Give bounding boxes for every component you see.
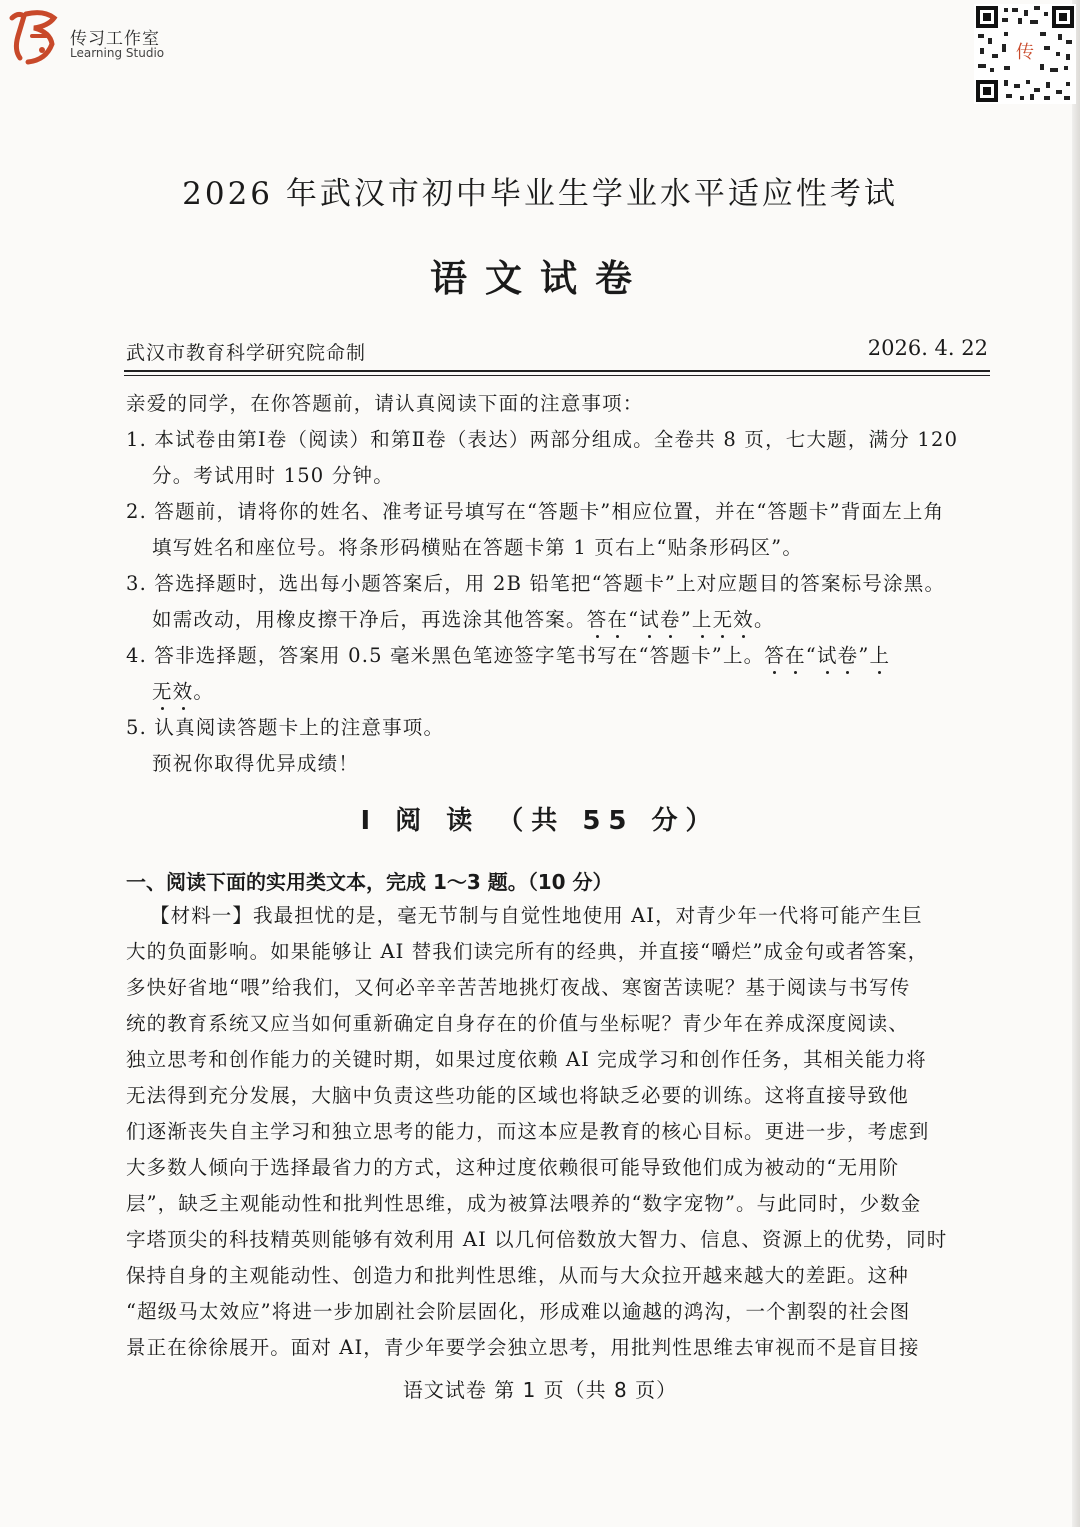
exam-title: 2026 年武汉市初中毕业生学业水平适应性考试 <box>182 176 898 212</box>
passage-line: 独立思考和创作能力的关键时期，如果过度依赖 AI 完成学习和创作任务，其相关能力将 <box>126 1048 927 1071</box>
exam-date: 2026. 4. 22 <box>867 336 988 360</box>
passage-line: “超级马太效应”将进一步加剧社会阶层固化，形成难以逾越的鸿沟，一个割裂的社会图 <box>126 1300 911 1323</box>
qr-center-logo: 传 <box>1016 42 1034 63</box>
notice-item-1: 1. 本试卷由第Ⅰ卷（阅读）和第Ⅱ卷（表达）两部分组成。全卷共 8 页，七大题，满分 120 <box>126 428 959 451</box>
notice-item-4-end: 。 <box>193 680 215 703</box>
section-heading-reading: Ⅰ 阅 读 （共 55 分） <box>360 806 720 836</box>
notice-closing: 预祝你取得优异成绩！ <box>152 752 360 775</box>
passage-line: 字塔顶尖的科技精英则能够有效利用 AI 以几何倍数放大智力、信息、资源上的优势，同时 <box>126 1228 948 1251</box>
notice-item-3-end: 。 <box>753 608 775 631</box>
passage-line: 们逐渐丧失自主学习和独立思考的能力，而这本应是教育的核心目标。更进一步，考虑到 <box>126 1120 930 1143</box>
passage-line: 大的负面影响。如果能够让 AI 替我们读完所有的经典，并直接“嚼烂”成金句或者答案， <box>126 940 929 963</box>
notice-intro: 亲爱的同学，在你答题前，请认真阅读下面的注意事项： <box>126 392 644 415</box>
qr-code-icon[interactable] <box>974 4 1076 104</box>
passage-line: 大多数人倾向于选择最省力的方式，这种过度依赖很可能导致他们成为被动的“无用阶 <box>126 1156 900 1179</box>
notice-item-4-text: 4. 答非选择题，答案用 0.5 毫米黑色笔迹签字笔书写在“答题卡”上。 <box>126 644 765 667</box>
page-footer: 语文试卷 第 1 页（共 8 页） <box>402 1378 678 1402</box>
notice-item-3-text: 如需改动，用橡皮擦干净后，再选涂其他答案。 <box>152 608 587 631</box>
passage-line: 景正在徐徐展开。面对 AI，青少年要学会独立思考，用批判性思维去审视而不是盲目接 <box>126 1336 920 1359</box>
studio-logo-icon <box>4 6 62 66</box>
notice-item-1-cont: 分。考试用时 150 分钟。 <box>152 464 394 487</box>
studio-name-en: Learning Studio <box>70 46 165 60</box>
studio-name-cn: 传习工作室 <box>70 29 160 49</box>
divider-thin <box>124 375 990 376</box>
issuer: 武汉市教育科学研究院命制 <box>126 342 367 364</box>
notice-item-5: 5. 认真阅读答题卡上的注意事项。 <box>126 716 445 739</box>
notice-item-3-emphasis: 答在“试卷”上无效 <box>586 608 754 631</box>
passage-line: 层”，缺乏主观能动性和批判性思维，成为被算法喂养的“数字宠物”。与此同时，少数金 <box>126 1192 922 1215</box>
notice-item-4 <box>126 640 992 668</box>
notice-item-4-emphasis: 答在“试卷”上 <box>764 644 891 667</box>
notice-item-2: 2. 答题前，请将你的姓名、准考证号填写在“答题卡”相应位置，并在“答题卡”背面左上角 <box>126 500 945 523</box>
question-1-heading: 一、阅读下面的实用类文本，完成 1～3 题。（10 分） <box>126 870 613 894</box>
studio-logo <box>4 6 174 66</box>
notice-item-4-emphasis-cont: 无效 <box>152 680 194 703</box>
passage-line: 统的教育系统又应当如何重新确定自身存在的价值与坐标呢？青少年在养成深度阅读、 <box>126 1012 909 1035</box>
page-edge-shadow <box>1072 0 1080 1527</box>
passage-line: 【材料一】我最担忧的是，毫无节制与自觉性地使用 AI，对青少年一代将可能产生巨 <box>150 904 923 927</box>
divider-thick <box>124 370 990 372</box>
notice-item-3: 3. 答选择题时，选出每小题答案后，用 2B 铅笔把“答题卡”上对应题目的答案标号涂黑。 <box>126 572 946 595</box>
notice-item-4-cont <box>152 676 1018 704</box>
notice-item-3-cont <box>152 604 1018 632</box>
passage-line: 多快好省地“喂”给我们，又何必辛辛苦苦地挑灯夜战、寒窗苦读呢？基于阅读与书写传 <box>126 976 911 999</box>
paper-subject-title: 语文试卷 <box>430 257 650 300</box>
passage-line: 保持自身的主观能动性、创造力和批判性思维，从而与大众拉开越来越大的差距。这种 <box>126 1264 909 1287</box>
passage-line: 无法得到充分发展，大脑中负责这些功能的区域也将缺乏必要的训练。这将直接导致他 <box>126 1084 909 1107</box>
notice-item-2-cont: 填写姓名和座位号。将条形码横贴在答题卡第 1 页右上“贴条形码区”。 <box>152 536 804 559</box>
